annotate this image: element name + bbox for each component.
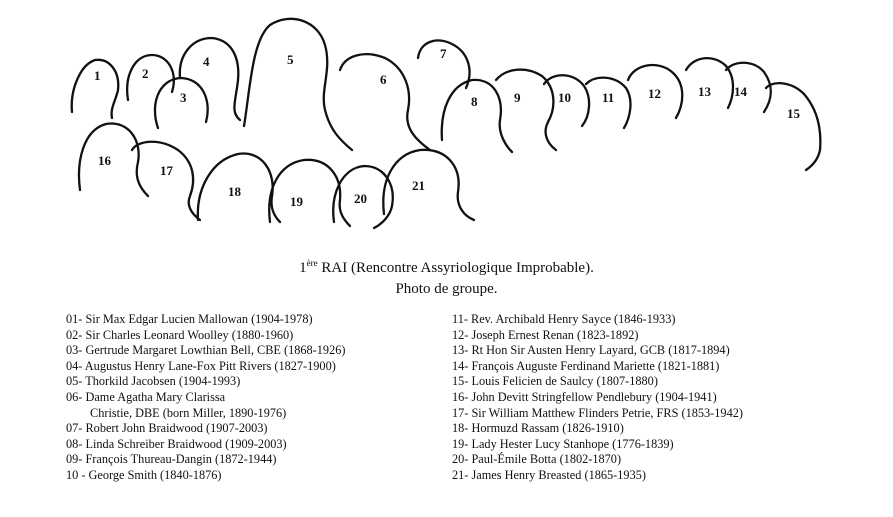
figure-number-18: 18 bbox=[228, 184, 241, 199]
legend-entry-14: 14- François Auguste Ferdinand Mariette (1821-1881) bbox=[452, 358, 720, 373]
legend-entry-06-continued: Christie, DBE (born Miller, 1890-1976) bbox=[90, 405, 287, 420]
figure-number-9: 9 bbox=[514, 90, 521, 105]
silhouette-8 bbox=[442, 80, 512, 152]
figure-number-12: 12 bbox=[648, 86, 661, 101]
legend-entry-04: 04- Augustus Henry Lane-Fox Pitt Rivers (1827-1900) bbox=[66, 358, 336, 373]
legend-entry-05: 05- Thorkild Jacobsen (1904-1993) bbox=[66, 374, 241, 389]
figure-number-13: 13 bbox=[698, 84, 711, 99]
silhouette-17 bbox=[132, 142, 200, 220]
legend-entry-08: 08- Linda Schreiber Braidwood (1909-2003) bbox=[66, 436, 287, 451]
silhouette-16 bbox=[79, 123, 148, 196]
figure-number-8: 8 bbox=[471, 94, 478, 109]
group-silhouette-figure bbox=[0, 0, 893, 240]
legend-entry-06: 06- Dame Agatha Mary Clarissa bbox=[66, 389, 226, 404]
legend-entry-19: 19- Lady Hester Lucy Stanhope (1776-1839) bbox=[452, 436, 674, 451]
legend-entry-13: 13- Rt Hon Sir Austen Henry Layard, GCB (1817-1894) bbox=[452, 343, 730, 358]
legend-entry-21: 21- James Henry Breasted (1865-1935) bbox=[452, 467, 646, 482]
legend-entry-03: 03- Gertrude Margaret Lowthian Bell, CBE (1868-1926) bbox=[66, 343, 346, 358]
figure-number-10: 10 bbox=[558, 90, 571, 105]
figure-number-3: 3 bbox=[180, 90, 187, 105]
caption-title-superscript: ère bbox=[306, 258, 318, 268]
legend-entry-15: 15- Louis Felicien de Saulcy (1807-1880) bbox=[452, 374, 658, 389]
figure-number-15: 15 bbox=[787, 106, 800, 121]
figure-number-4: 4 bbox=[203, 54, 210, 69]
figure-number-20: 20 bbox=[354, 191, 367, 206]
legend-entry-09: 09- François Thureau-Dangin (1872-1944) bbox=[66, 452, 277, 467]
silhouette-5 bbox=[244, 19, 352, 150]
silhouette-21 bbox=[383, 150, 474, 220]
silhouette-2 bbox=[127, 55, 174, 100]
legend-left-column bbox=[66, 312, 446, 484]
legend-entry-11: 11- Rev. Archibald Henry Sayce (1846-1933) bbox=[452, 312, 676, 326]
silhouette-15 bbox=[766, 83, 820, 170]
figure-number-21: 21 bbox=[412, 178, 425, 193]
figure-number-14: 14 bbox=[734, 84, 747, 99]
legend-entry-07: 07- Robert John Braidwood (1907-2003) bbox=[66, 421, 268, 436]
legend-entry-16: 16- John Devitt Stringfellow Pendlebury (1904-1941) bbox=[452, 389, 717, 404]
legend-entry-10: 10 - George Smith (1840-1876) bbox=[66, 467, 222, 482]
figure-number-6: 6 bbox=[380, 72, 387, 87]
figure-number-16: 16 bbox=[98, 153, 111, 168]
caption-title-prefix: 1 bbox=[299, 260, 307, 276]
silhouette-diagram bbox=[0, 0, 893, 240]
figure-number-7: 7 bbox=[440, 46, 447, 61]
legend-entry-18: 18- Hormuzd Rassam (1826-1910) bbox=[452, 421, 624, 436]
legend-entry-01: 01- Sir Max Edgar Lucien Mallowan (1904-1978) bbox=[66, 312, 313, 326]
silhouette-19 bbox=[269, 160, 350, 226]
silhouette-6 bbox=[340, 54, 430, 150]
figure-number-17: 17 bbox=[160, 163, 173, 178]
caption-title bbox=[0, 258, 893, 277]
figure-number-19: 19 bbox=[290, 194, 303, 209]
caption-subtitle: Photo de groupe. bbox=[395, 281, 498, 297]
legend-entry-12: 12- Joseph Ernest Renan (1823-1892) bbox=[452, 327, 639, 342]
figure-number-5: 5 bbox=[287, 52, 294, 67]
figure-number-11: 11 bbox=[602, 90, 615, 105]
legend-entry-17: 17- Sir William Matthew Flinders Petrie, FRS (1853-1942) bbox=[452, 405, 743, 420]
figure-number-1: 1 bbox=[94, 68, 101, 83]
figure-number-2: 2 bbox=[142, 66, 149, 81]
legend-entry-20: 20- Paul-Émile Botta (1802-1870) bbox=[452, 452, 622, 467]
caption-title-text: RAI (Rencontre Assyriologique Improbable). bbox=[317, 260, 594, 276]
legend-right-column bbox=[452, 312, 872, 484]
legend-entry-02: 02- Sir Charles Leonard Woolley (1880-1960) bbox=[66, 327, 294, 342]
